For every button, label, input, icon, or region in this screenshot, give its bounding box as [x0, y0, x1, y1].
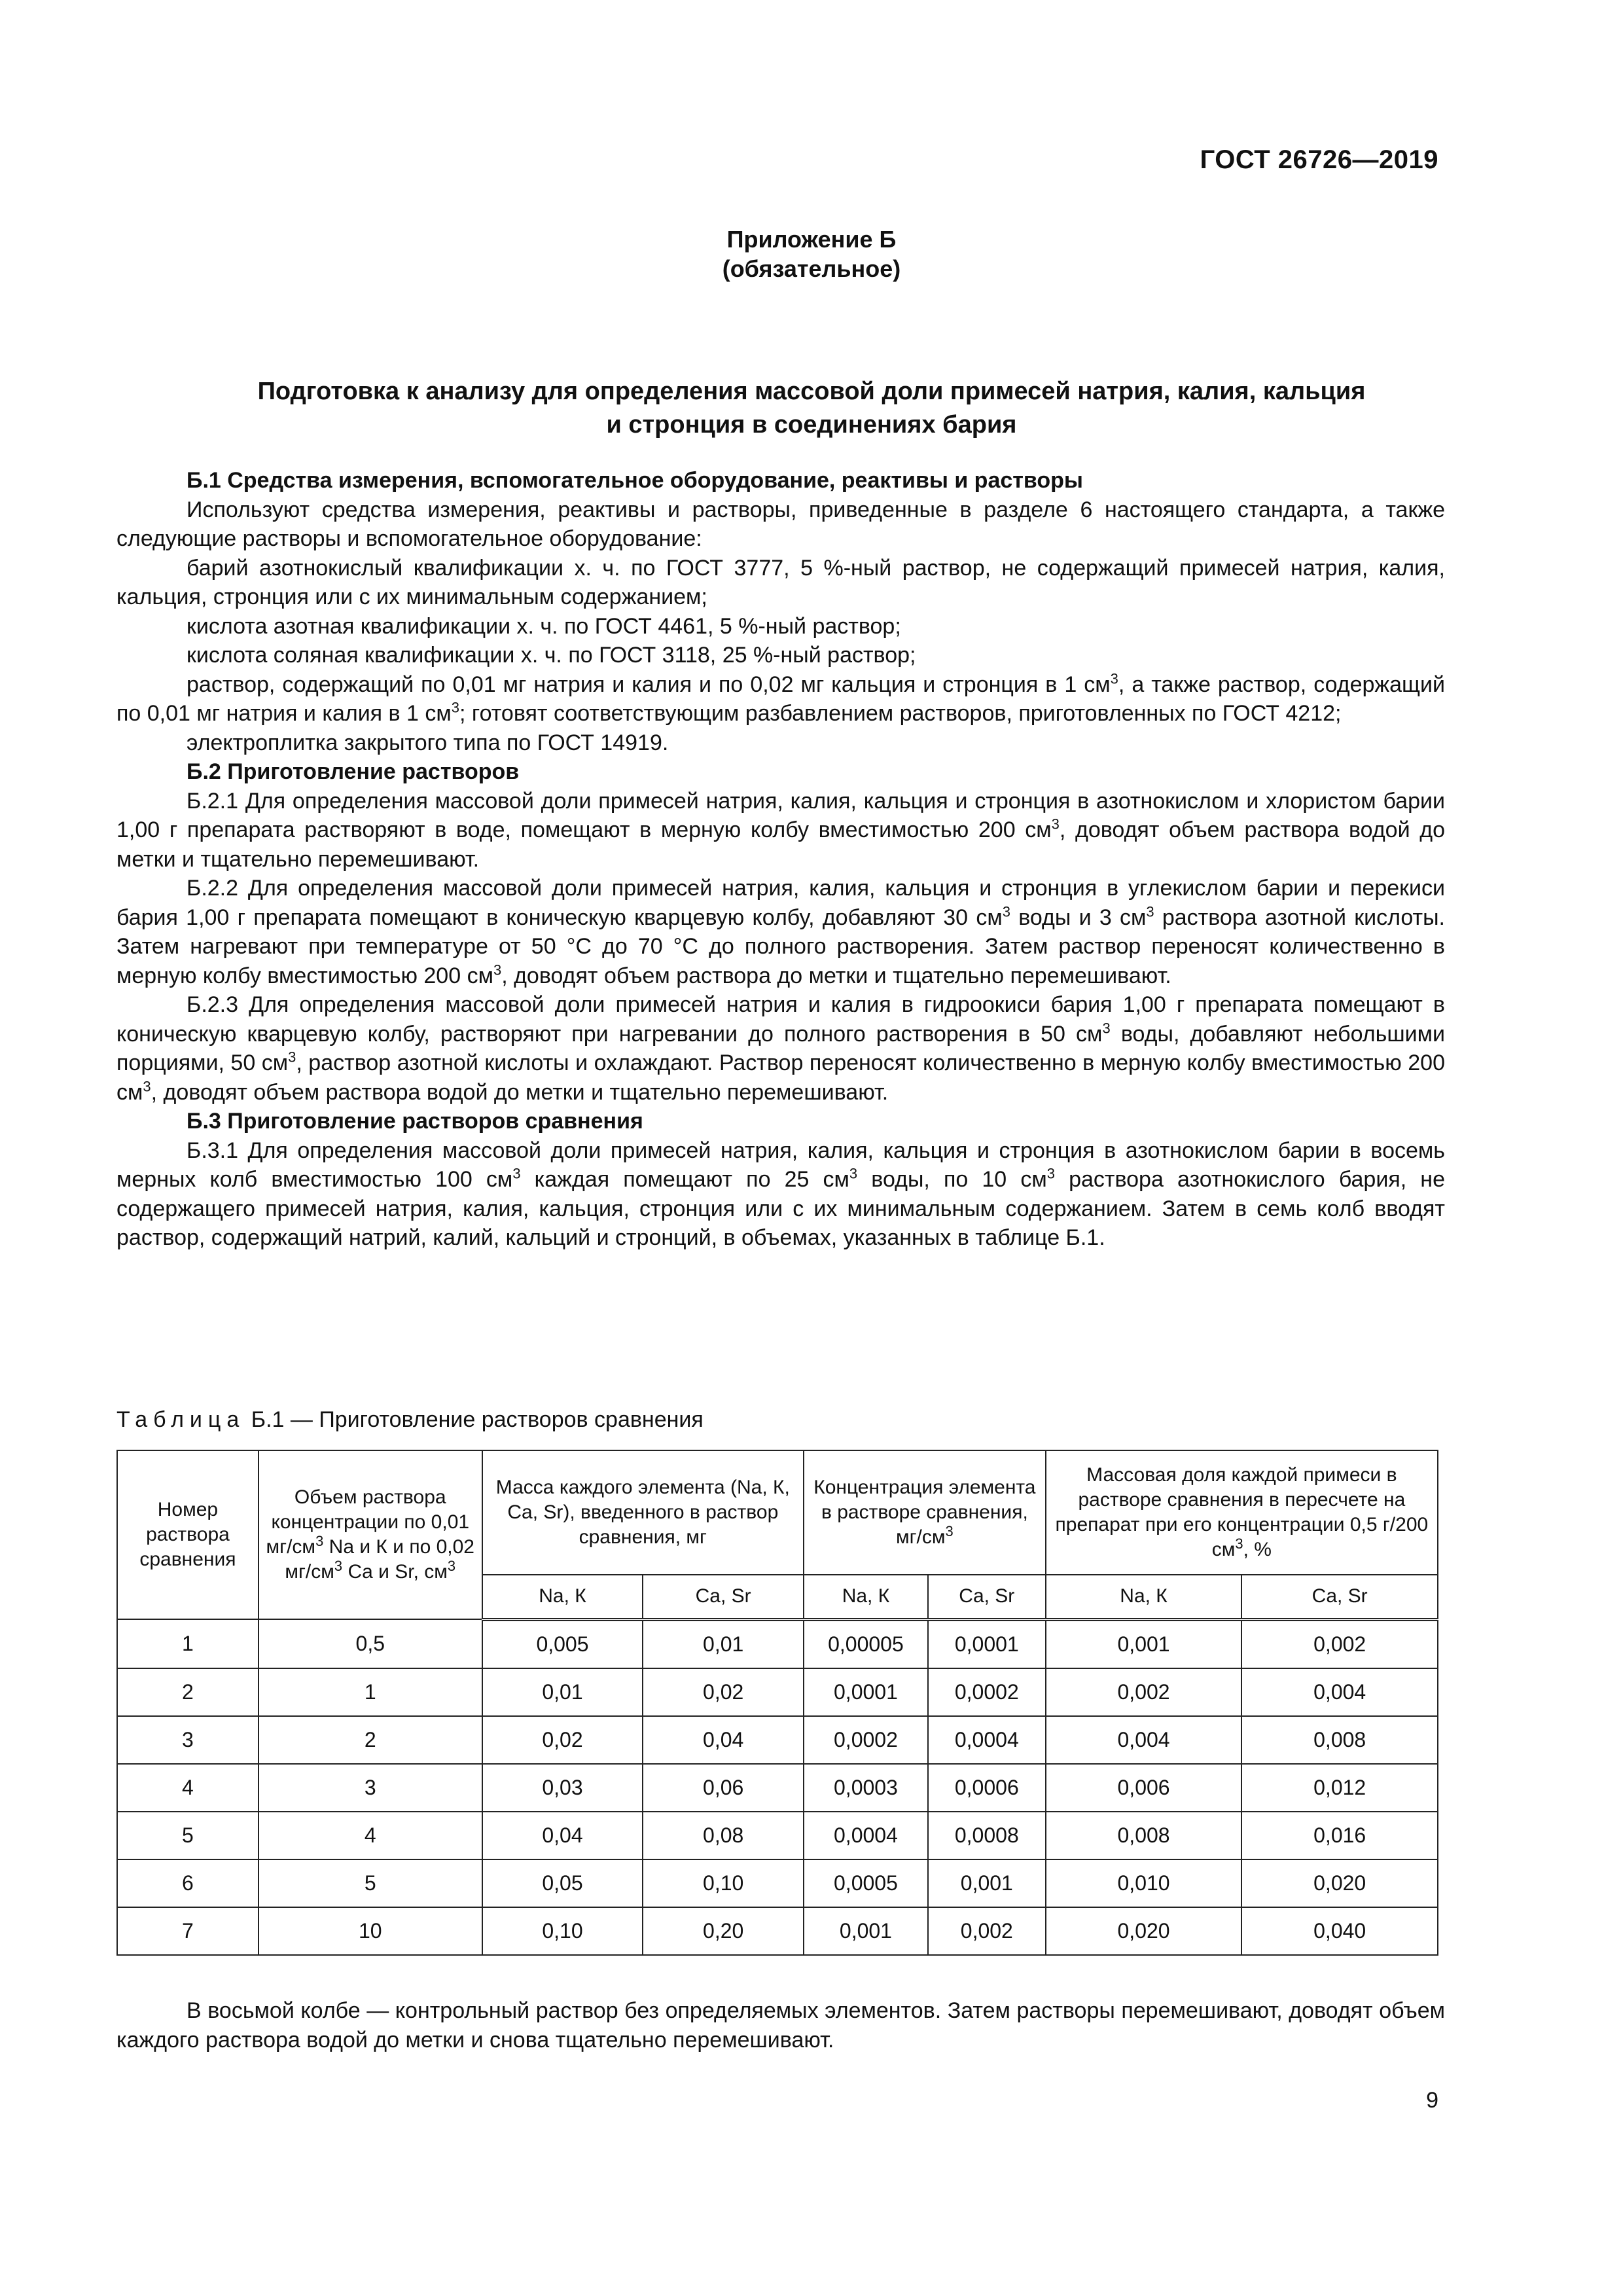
table-cell: 0,05 — [482, 1859, 643, 1907]
table-cell: 0,08 — [643, 1812, 804, 1859]
document-body — [116, 466, 1445, 1253]
table-cell: 0,0006 — [928, 1764, 1046, 1812]
table-cell: 0,020 — [1241, 1859, 1438, 1907]
section-heading-b1: Б.1 Средства измерения, вспомогательное оборудование, реактивы и растворы — [187, 468, 1083, 493]
table-cell: 0,006 — [1046, 1764, 1242, 1812]
table-header-volume: Объем раствора концентрации по 0,01 $мг/см^3$ Na и К и по 0,02 $мг/см^3$ Ca и Sr, $см^3$ — [259, 1450, 482, 1619]
table-header-number: Номер раствора сравнения — [117, 1450, 259, 1619]
table-cell: 1 — [259, 1668, 482, 1716]
table-cell: 0,002 — [1046, 1668, 1242, 1716]
table-cell: 2 — [259, 1716, 482, 1764]
table-header-concentration: Концентрация элемента в растворе сравнения, $мг/см^3$ — [804, 1450, 1046, 1575]
table-cell: 0,008 — [1241, 1716, 1438, 1764]
table-cell: 5 — [259, 1859, 482, 1907]
table-row — [117, 1812, 1438, 1859]
table-cell: 3 — [259, 1764, 482, 1812]
table-row — [117, 1668, 1438, 1716]
table-subheader: Na, К — [804, 1575, 928, 1619]
table-cell: 0,040 — [1241, 1907, 1438, 1955]
table-cell: 3 — [117, 1716, 259, 1764]
table-cell: 0,06 — [643, 1764, 804, 1812]
table-row — [117, 1859, 1438, 1907]
appendix-title-line-1: Подготовка к анализу для определения массовой доли примесей натрия, калия, кальция — [257, 378, 1366, 405]
paragraph: Используют средства измерения, реактивы и растворы, приведенные в разделе 6 настоящего стандарта, а также следующие растворы и вспомогательное оборудование: — [116, 497, 1445, 551]
section-heading-b2: Б.2 Приготовление растворов — [187, 759, 520, 784]
table-cell: 2 — [117, 1668, 259, 1716]
table-cell: 0,04 — [643, 1716, 804, 1764]
table-caption: Таблица Б.1 — Приготовление растворов сравнения — [116, 1407, 704, 1432]
table-cell: 0,0005 — [804, 1859, 928, 1907]
table-cell: 0,0004 — [804, 1812, 928, 1859]
table-subheader: Ca, Sr — [928, 1575, 1046, 1619]
table-subheader: Ca, Sr — [1241, 1575, 1438, 1619]
table-cell: 0,005 — [482, 1619, 643, 1668]
table-cell: 0,016 — [1241, 1812, 1438, 1859]
table-header-mass-fraction: Массовая доля каждой примеси в растворе сравнения в пересчете на препарат при его концентрации 0,5 г/200 $см^3$, % — [1046, 1450, 1438, 1575]
table-row — [117, 1764, 1438, 1812]
section-heading-b3: Б.3 Приготовление растворов сравнения — [187, 1109, 643, 1134]
table-cell: 0,04 — [482, 1812, 643, 1859]
table-subheader: Na, К — [482, 1575, 643, 1619]
paragraph: кислота азотная квалификации х. ч. по ГОСТ 4461, 5 %-ный раствор; — [187, 613, 901, 639]
table-cell: 0,008 — [1046, 1812, 1242, 1859]
page-number: 9 — [1426, 2088, 1438, 2113]
table-cell: 0,012 — [1241, 1764, 1438, 1812]
standard-number: ГОСТ 26726—2019 — [1200, 145, 1438, 174]
appendix-type: (обязательное) — [722, 255, 901, 282]
table-cell: 1 — [117, 1619, 259, 1668]
data-table — [116, 1450, 1438, 1956]
table-cell: 0,020 — [1046, 1907, 1242, 1955]
table-row — [117, 1619, 1438, 1668]
table-cell: 0,0002 — [928, 1668, 1046, 1716]
table-row — [117, 1907, 1438, 1955]
table-cell: 0,20 — [643, 1907, 804, 1955]
table-subheader: Na, К — [1046, 1575, 1242, 1619]
appendix-label: Приложение Б — [726, 226, 897, 253]
table-cell: 0,0003 — [804, 1764, 928, 1812]
table-cell: 0,5 — [259, 1619, 482, 1668]
table-cell: 0,10 — [482, 1907, 643, 1955]
table-cell: 0,001 — [928, 1859, 1046, 1907]
table-cell: 0,03 — [482, 1764, 643, 1812]
table-cell: 0,0001 — [928, 1619, 1046, 1668]
closing-paragraph: В восьмой колбе — контрольный раствор без определяемых элементов. Затем растворы перемешивают, доводят объем каждого раствора водой до метки и снова тщательно перемешивают. — [116, 1998, 1445, 2053]
table-cell: 0,01 — [643, 1619, 804, 1668]
paragraph: раствор, содержащий по 0,01 мг натрия и калия и по 0,02 мг кальция и стронция в 1 $см^3$, а также раствор, содержащий по 0,01 мг натрия и калия в 1 $см^3$; готовят соответствующим разбавлением растворов, приготовленных по ГОСТ 4212; — [116, 670, 1446, 726]
paragraph: Б.2.2 Для определения массовой доли примесей натрия, калия, кальция и стронция в углекислом барии и перекиси бария 1,00 г препарата помещают в коническую кварцевую колбу, добавляют 30 $см^3$ воды и 3 $см^3$ раствора азотной кислоты. Затем нагревают при температуре от 50 °С до 70 °С до полного растворения. Затем раствор переносят количественно в мерную колбу вместимостью 200 $см^3$, доводят объем раствора до метки и тщательно перемешивают. — [116, 876, 1445, 988]
table-cell: 0,001 — [1046, 1619, 1242, 1668]
table-cell: 7 — [117, 1907, 259, 1955]
table-cell: 0,002 — [928, 1907, 1046, 1955]
table-subheader: Ca, Sr — [643, 1575, 804, 1619]
table-cell: 0,002 — [1241, 1619, 1438, 1668]
table-cell: 0,0001 — [804, 1668, 928, 1716]
table-cell: 0,001 — [804, 1907, 928, 1955]
table-cell: 0,0008 — [928, 1812, 1046, 1859]
paragraph: Б.2.3 Для определения массовой доли примесей натрия и калия в гидроокиси бария 1,00 г препарата помещают в коническую кварцевую колбу, растворяют при нагревании до полного растворения в 50 $см^3$ воды, добавляют небольшими порциями, 50 $см^3$, раствор азотной кислоты и охлаждают. Раствор переносят количественно в мерную колбу вместимостью 200 $см^3$, доводят объем раствора водой до метки и тщательно перемешивают. — [116, 992, 1445, 1105]
table-cell: 0,10 — [643, 1859, 804, 1907]
table-cell: 4 — [259, 1812, 482, 1859]
table-cell: 0,01 — [482, 1668, 643, 1716]
table-cell: 6 — [117, 1859, 259, 1907]
paragraph: барий азотнокислый квалификации х. ч. по ГОСТ 3777, 5 %-ный раствор, не содержащий примесей натрия, калия, кальция, стронция или с их минимальным содержанием; — [116, 555, 1445, 609]
table-cell: 0,00005 — [804, 1619, 928, 1668]
table-cell: 5 — [117, 1812, 259, 1859]
table-cell: 0,0004 — [928, 1716, 1046, 1764]
table-cell: 0,004 — [1241, 1668, 1438, 1716]
paragraph: кислота соляная квалификации х. ч. по ГОСТ 3118, 25 %-ный раствор; — [187, 643, 916, 668]
paragraph: Б.2.1 Для определения массовой доли примесей натрия, калия, кальция и стронция в азотнокислом и хлористом барии 1,00 г препарата растворяют в воде, помещают в мерную колбу вместимостью 200 $см^3$, доводят объем раствора водой до метки и тщательно перемешивают. — [116, 788, 1445, 872]
table-cell: 0,02 — [482, 1716, 643, 1764]
table-row — [117, 1716, 1438, 1764]
table-cell: 0,010 — [1046, 1859, 1242, 1907]
table-cell: 10 — [259, 1907, 482, 1955]
paragraph: электроплитка закрытого типа по ГОСТ 14919. — [187, 730, 669, 755]
table-cell: 0,02 — [643, 1668, 804, 1716]
table-cell: 4 — [117, 1764, 259, 1812]
table-header-mass: Масса каждого элемента (Na, К, Ca, Sr), введенного в раствор сравнения, мг — [482, 1450, 804, 1575]
appendix-title-line-2: и стронция в соединениях бария — [606, 411, 1017, 439]
table-cell: 0,004 — [1046, 1716, 1242, 1764]
paragraph: Б.3.1 Для определения массовой доли примесей натрия, калия, кальция и стронция в азотнокислом барии в восемь мерных колб вместимостью 100 $см^3$ каждая помещают по 25 $см^3$ воды, по 10 $см^3$ раствора азотнокислого бария, не содержащего примесей натрия, калия, кальция, стронция или с их минимальным содержанием. Затем в семь колб вводят раствор, содержащий натрий, калий, кальций и стронций, в объемах, указанных в таблице Б.1. — [116, 1138, 1445, 1250]
table-cell: 0,0002 — [804, 1716, 928, 1764]
